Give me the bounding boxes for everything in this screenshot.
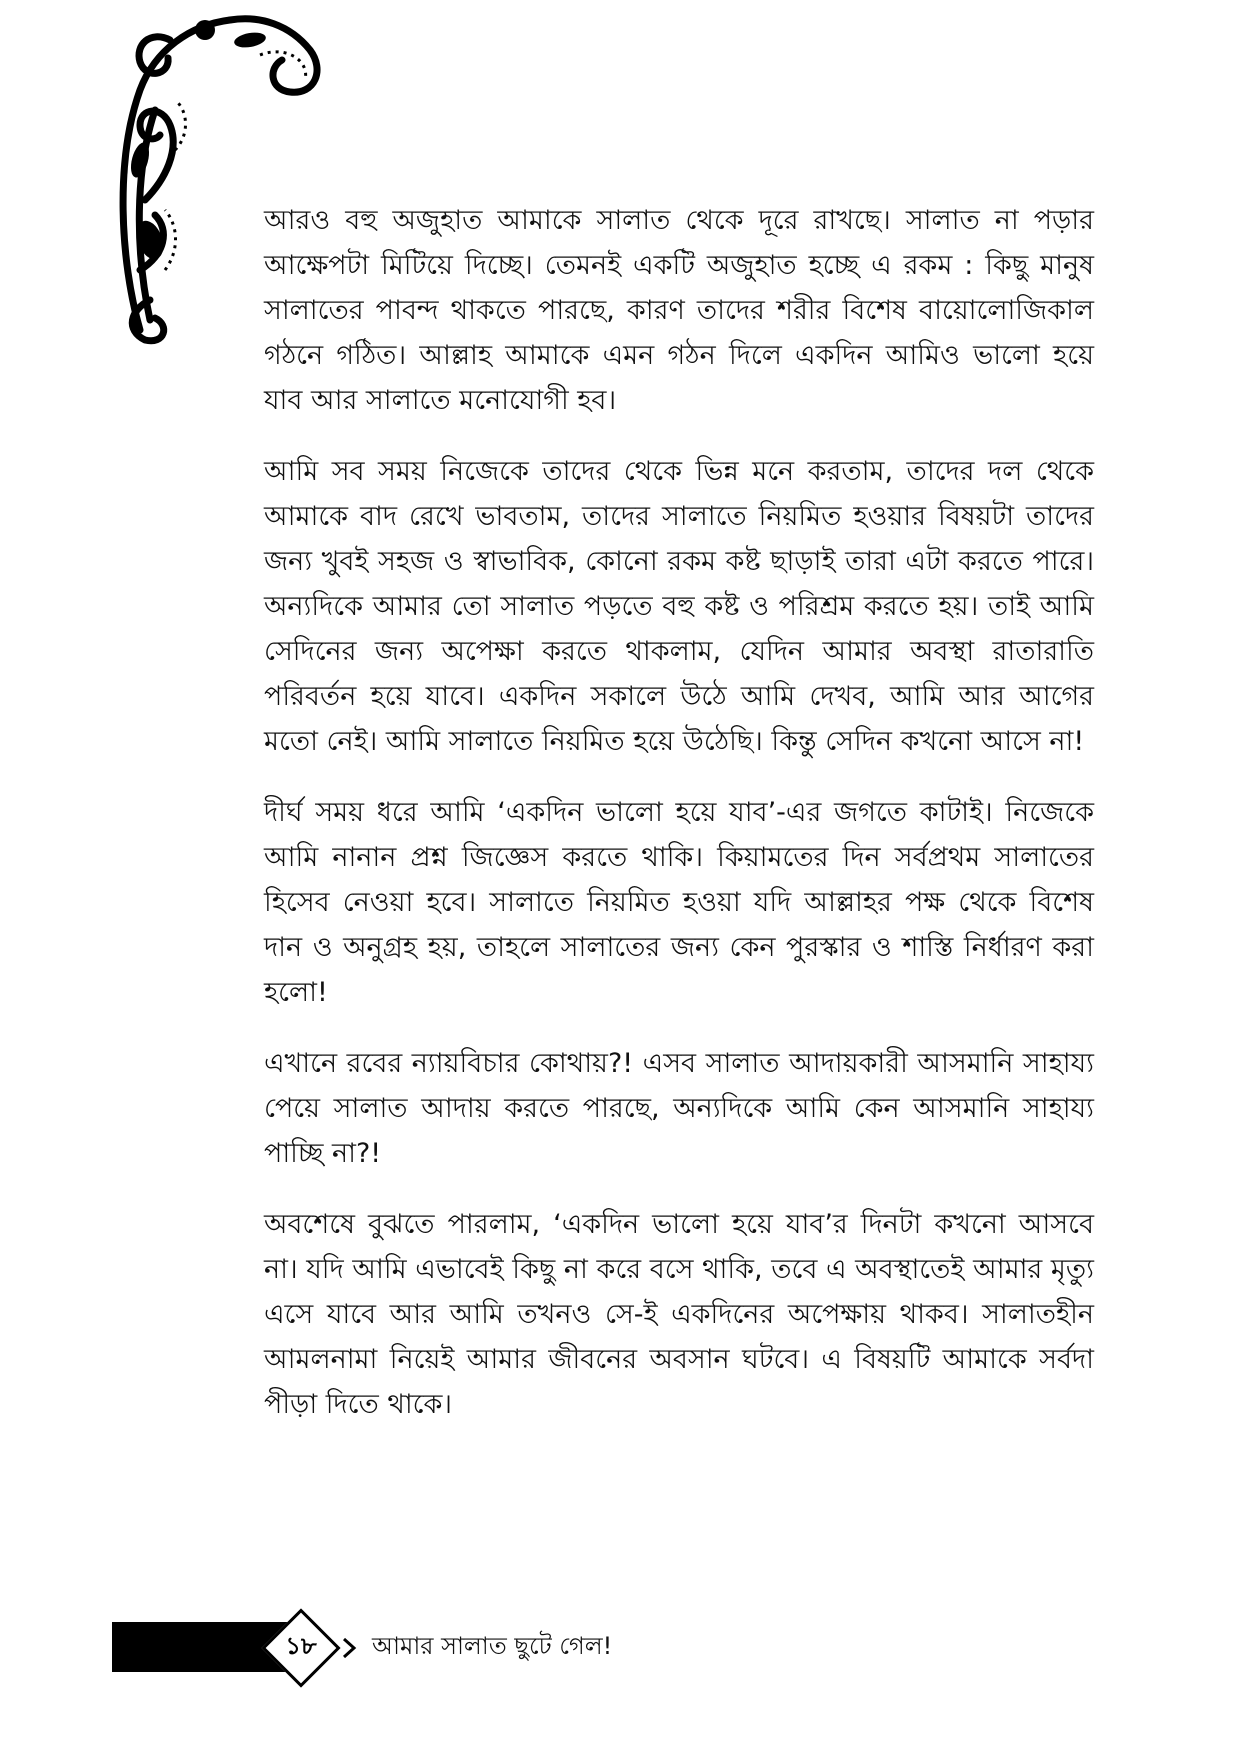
paragraph-5: অবশেষে বুঝতে পারলাম, ‘একদিন ভালো হয়ে যাব’র দিনটা কখনো আসবে না। যদি আমি এভাবেই কিছু না করে বসে থাকি, তবে এ অবস্থাতেই আমার মৃত্যু এসে যাবে আর আমি তখনও সে-ই একদিনের অপেক্ষায় থাকব। সালাতহীন আমলনামা নিয়েই আমার জীবনের অবসান ঘটবে। এ বিষয়টি আমাকে সর্বদা পীড়া দিতে থাকে। [264, 1209, 1094, 1420]
paragraph-1: আরও বহু অজুহাত আমাকে সালাত থেকে দূরে রাখছে। সালাত না পড়ার আক্ষেপটা মিটিয়ে দিচ্ছে। তেমনই একটি অজুহাত হচ্ছে এ রকম : কিছু মানুষ সালাতের পাবন্দ থাকতে পারছে, কারণ তাদের শরীর বিশেষ বায়োলোজিকাল গঠনে গঠিত। আল্লাহ আমাকে এমন গঠন দিলে একদিন আমিও ভালো হয়ে যাব আর সালাতে মনোযোগী হব। [264, 205, 1094, 416]
body-text [264, 198, 1094, 1453]
chevron-right-icon [340, 1636, 358, 1660]
running-book-title: আমার সালাত ছুটে গেল! [372, 1632, 613, 1660]
paragraph-4: এখানে রবের ন্যায়বিচার কোথায়?! এসব সালাত আদায়কারী আসমানি সাহায্য পেয়ে সালাত আদায় করতে পারছে, অন্যদিকে আমি কেন আসমানি সাহায্য পাচ্ছি না?! [264, 1048, 1094, 1169]
page-number: ১৮ [285, 1632, 317, 1660]
paragraph-2: আমি সব সময় নিজেকে তাদের থেকে ভিন্ন মনে করতাম, তাদের দল থেকে আমাকে বাদ রেখে ভাবতাম, তাদের সালাতে নিয়মিত হওয়ার বিষয়টা তাদের জন্য খুবই সহজ ও স্বাভাবিক, কোনো রকম কষ্ট ছাড়াই তারা এটা করতে পারে। অন্যদিকে আমার তো সালাত পড়তে বহু কষ্ট ও পরিশ্রম করতে হয়। তাই আমি সেদিনের জন্য অপেক্ষা করতে থাকলাম, যেদিন আমার অবস্থা রাতারাতি পরিবর্তন হয়ে যাবে। একদিন সকালে উঠে আমি দেখব, আমি আর আগের মতো নেই। আমি সালাতে নিয়মিত হয়ে উঠেছি। কিন্তু সেদিন কখনো আসে না! [264, 456, 1094, 757]
paragraph-3: দীর্ঘ সময় ধরে আমি ‘একদিন ভালো হয়ে যাব’-এর জগতে কাটাই। নিজেকে আমি নানান প্রশ্ন জিজ্ঞেস করতে থাকি। কিয়ামতের দিন সর্বপ্রথম সালাতের হিসেব নেওয়া হবে। সালাতে নিয়মিত হওয়া যদি আল্লাহর পক্ষ থেকে বিশেষ দান ও অনুগ্রহ হয়, তাহলে সালাতের জন্য কেন পুরস্কার ও শাস্তি নির্ধারণ করা হলো! [264, 797, 1094, 1008]
